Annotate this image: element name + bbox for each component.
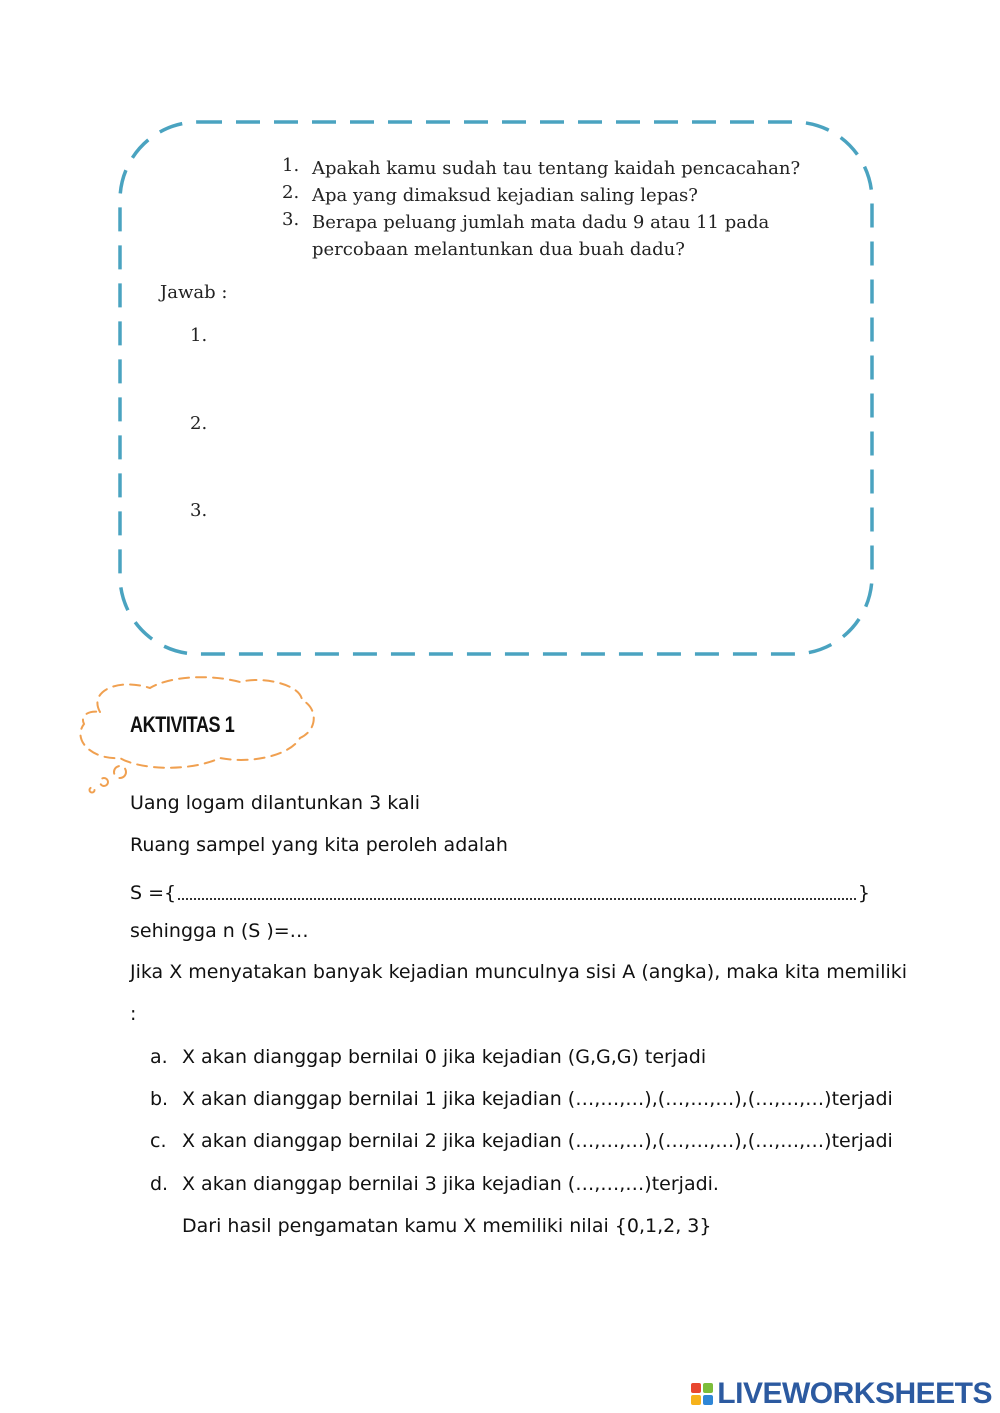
question-3-number: 3. [282,209,300,230]
n-s-line: sehingga n (S )=… [130,920,309,942]
activity-intro: Uang logam dilantunkan 3 kali [130,792,421,814]
answer-2-number: 2. [190,413,208,434]
sample-space-line [130,874,870,904]
liveworksheets-logo-icon [691,1383,713,1405]
question-1-number: 1. [282,155,300,176]
item-a-text: X akan dianggap bernilai 0 jika kejadian (G,G,G) terjadi [182,1046,707,1068]
question-2-text: Apa yang dimaksud kejadian saling lepas? [312,185,698,206]
item-c-text: X akan dianggap bernilai 2 jika kejadian (…,…,…),(…,…,…),(…,…,…)terjadi [182,1130,893,1152]
answer-label: Jawab : [160,282,228,303]
item-b-letter: b. [150,1088,169,1110]
x-definition: Jika X menyatakan banyak kejadian munculnya sisi A (angka), maka kita memiliki [130,961,908,983]
answer-3-number: 3. [190,500,208,521]
liveworksheets-logo-text: LIVEWORKSHEETS [717,1377,992,1410]
item-b-text: X akan dianggap bernilai 1 jika kejadian (…,…,…),(…,…,…),(…,…,…)terjadi [182,1088,893,1110]
question-1-text: Apakah kamu sudah tau tentang kaidah pencacahan? [312,158,801,179]
answer-1-number: 1. [190,325,208,346]
item-d-letter: d. [150,1173,169,1195]
item-a-letter: a. [150,1046,168,1068]
sample-space-open: S ={ [130,882,177,904]
sample-space-label: Ruang sampel yang kita peroleh adalah [130,834,508,856]
question-2-number: 2. [282,182,300,203]
item-d-text: X akan dianggap bernilai 3 jika kejadian (…,…,…)terjadi. [182,1173,719,1195]
item-c-letter: c. [150,1130,167,1152]
question-3-text: Berapa peluang jumlah mata dadu 9 atau 11 pada percobaan melantunkan dua buah dadu? [312,212,770,260]
conclusion: Dari hasil pengamatan kamu X memiliki nilai {0,1,2, 3} [182,1215,712,1237]
activity-title: AKTIVITAS 1 [130,712,235,737]
liveworksheets-logo [691,1377,992,1411]
sample-space-blank[interactable] [178,878,856,900]
sample-space-close: } [857,882,870,904]
definition-colon: : [130,1003,137,1025]
